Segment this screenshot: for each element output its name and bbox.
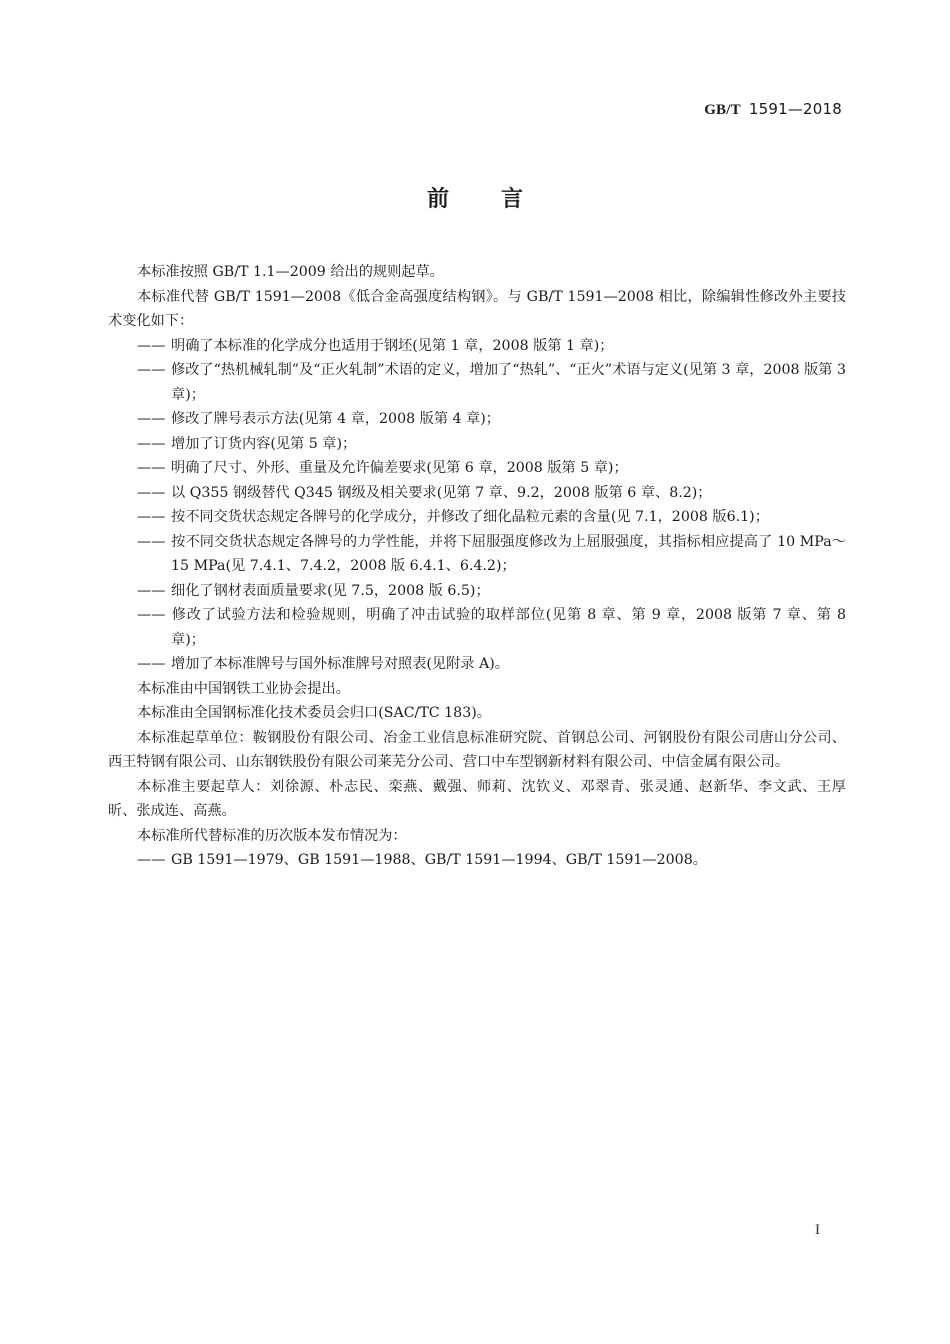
change-item-text: 修改了牌号表示方法(见第 4 章，2008 版第 4 章)； — [171, 411, 500, 427]
em-dash: —— — [137, 435, 166, 452]
version-history-item — [108, 848, 846, 873]
change-item — [108, 652, 846, 677]
change-item — [108, 432, 846, 457]
change-item-text: 明确了本标准的化学成分也适用于钢坯(见第 1 章，2008 版第 1 章)； — [171, 337, 614, 354]
em-dash: —— — [137, 337, 166, 354]
change-item — [108, 530, 846, 579]
em-dash: —— — [137, 411, 166, 427]
standard-code — [704, 100, 842, 119]
page-title: 前言 — [426, 187, 575, 212]
change-item — [108, 407, 846, 432]
change-item-text: 以 Q355 钢级替代 Q345 钢级及相关要求(见第 7 章、9.2，2008 版第 6 章、8.2)； — [171, 484, 712, 501]
change-item — [108, 358, 846, 407]
paragraph-version-history: 本标准所代替标准的历次版本发布情况为： — [137, 827, 407, 844]
change-item — [108, 481, 846, 506]
em-dash: —— — [137, 509, 166, 525]
em-dash: —— — [137, 460, 166, 476]
em-dash: —— — [137, 852, 166, 868]
change-item-text: 修改了“热机械轧制”及“正火轧制”术语的定义，增加了“热轧”、“正火”术语与定义(见第 3 章，2008 版第 3 章)； — [171, 362, 846, 403]
change-item-text: 细化了钢材表面质量要求(见 7.5，2008 版 6.5)； — [171, 582, 490, 599]
change-item-text: 增加了本标准牌号与国外标准牌号对照表(见附录 A)。 — [171, 656, 509, 672]
paragraph-drafting-units: 本标准起草单位：鞍钢股份有限公司、冶金工业信息标准研究院、首钢总公司、河钢股份有限公司唐山分公司、西王特钢有限公司、山东钢铁股份有限公司莱芜分公司、营口中车型钢新材料有限公司、中信金属有限公司。 — [108, 729, 846, 770]
change-item-text: 按不同交货状态规定各牌号的化学成分，并修改了细化晶粒元素的含量(见 7.1，2008 版6.1)； — [171, 509, 769, 525]
change-item — [108, 456, 846, 481]
foreword-body — [108, 260, 846, 873]
em-dash: —— — [137, 484, 166, 501]
em-dash: —— — [137, 362, 166, 378]
em-dash: —— — [137, 582, 166, 599]
version-history-text: GB 1591—1979、GB 1591—1988、GB/T 1591—1994、GB/T 1591—2008。 — [171, 852, 707, 868]
paragraph-managed-by: 本标准由全国钢标准化技术委员会归口(SAC/TC 183)。 — [137, 705, 491, 721]
em-dash: —— — [137, 656, 166, 672]
standard-prefix: GB/T — [704, 102, 741, 118]
change-item — [108, 334, 846, 359]
em-dash: —— — [137, 533, 166, 550]
paragraph-drafters: 本标准主要起草人：刘徐源、朴志民、栾燕、戴强、师莉、沈钦义、邓翠青、张灵通、赵新华、李文武、王厚昕、张成连、高燕。 — [108, 778, 846, 819]
page-number: I — [815, 1222, 820, 1238]
change-item-text: 明确了尺寸、外形、重量及允许偏差要求(见第 6 章，2008 版第 5 章)； — [171, 460, 628, 476]
standard-number: 1591—2018 — [748, 100, 842, 118]
change-item-text: 修改了试验方法和检验规则，明确了冲击试验的取样部位(见第 8 章、第 9 章，2008 版第 7 章、第 8 章)； — [171, 607, 846, 648]
change-item — [108, 603, 846, 652]
change-item — [108, 579, 846, 604]
change-item-text: 按不同交货状态规定各牌号的力学性能，并将下屈服强度修改为上屈服强度，其指标相应提高了 10 MPa～15 MPa(见 7.4.1、7.4.2，2008 版 6.4.1、6.4.2)； — [171, 533, 846, 574]
change-item — [108, 505, 846, 530]
paragraph-replaces: 本标准代替 GB/T 1591—2008《低合金高强度结构钢》。与 GB/T 1591—2008 相比，除编辑性修改外主要技术变化如下： — [108, 288, 846, 329]
change-item-text: 增加了订货内容(见第 5 章)； — [171, 435, 357, 452]
paragraph-proposed-by: 本标准由中国钢铁工业协会提出。 — [137, 680, 350, 697]
paragraph-drafting-rules: 本标准按照 GB/T 1.1—2009 给出的规则起草。 — [137, 264, 444, 280]
em-dash: —— — [137, 607, 166, 623]
